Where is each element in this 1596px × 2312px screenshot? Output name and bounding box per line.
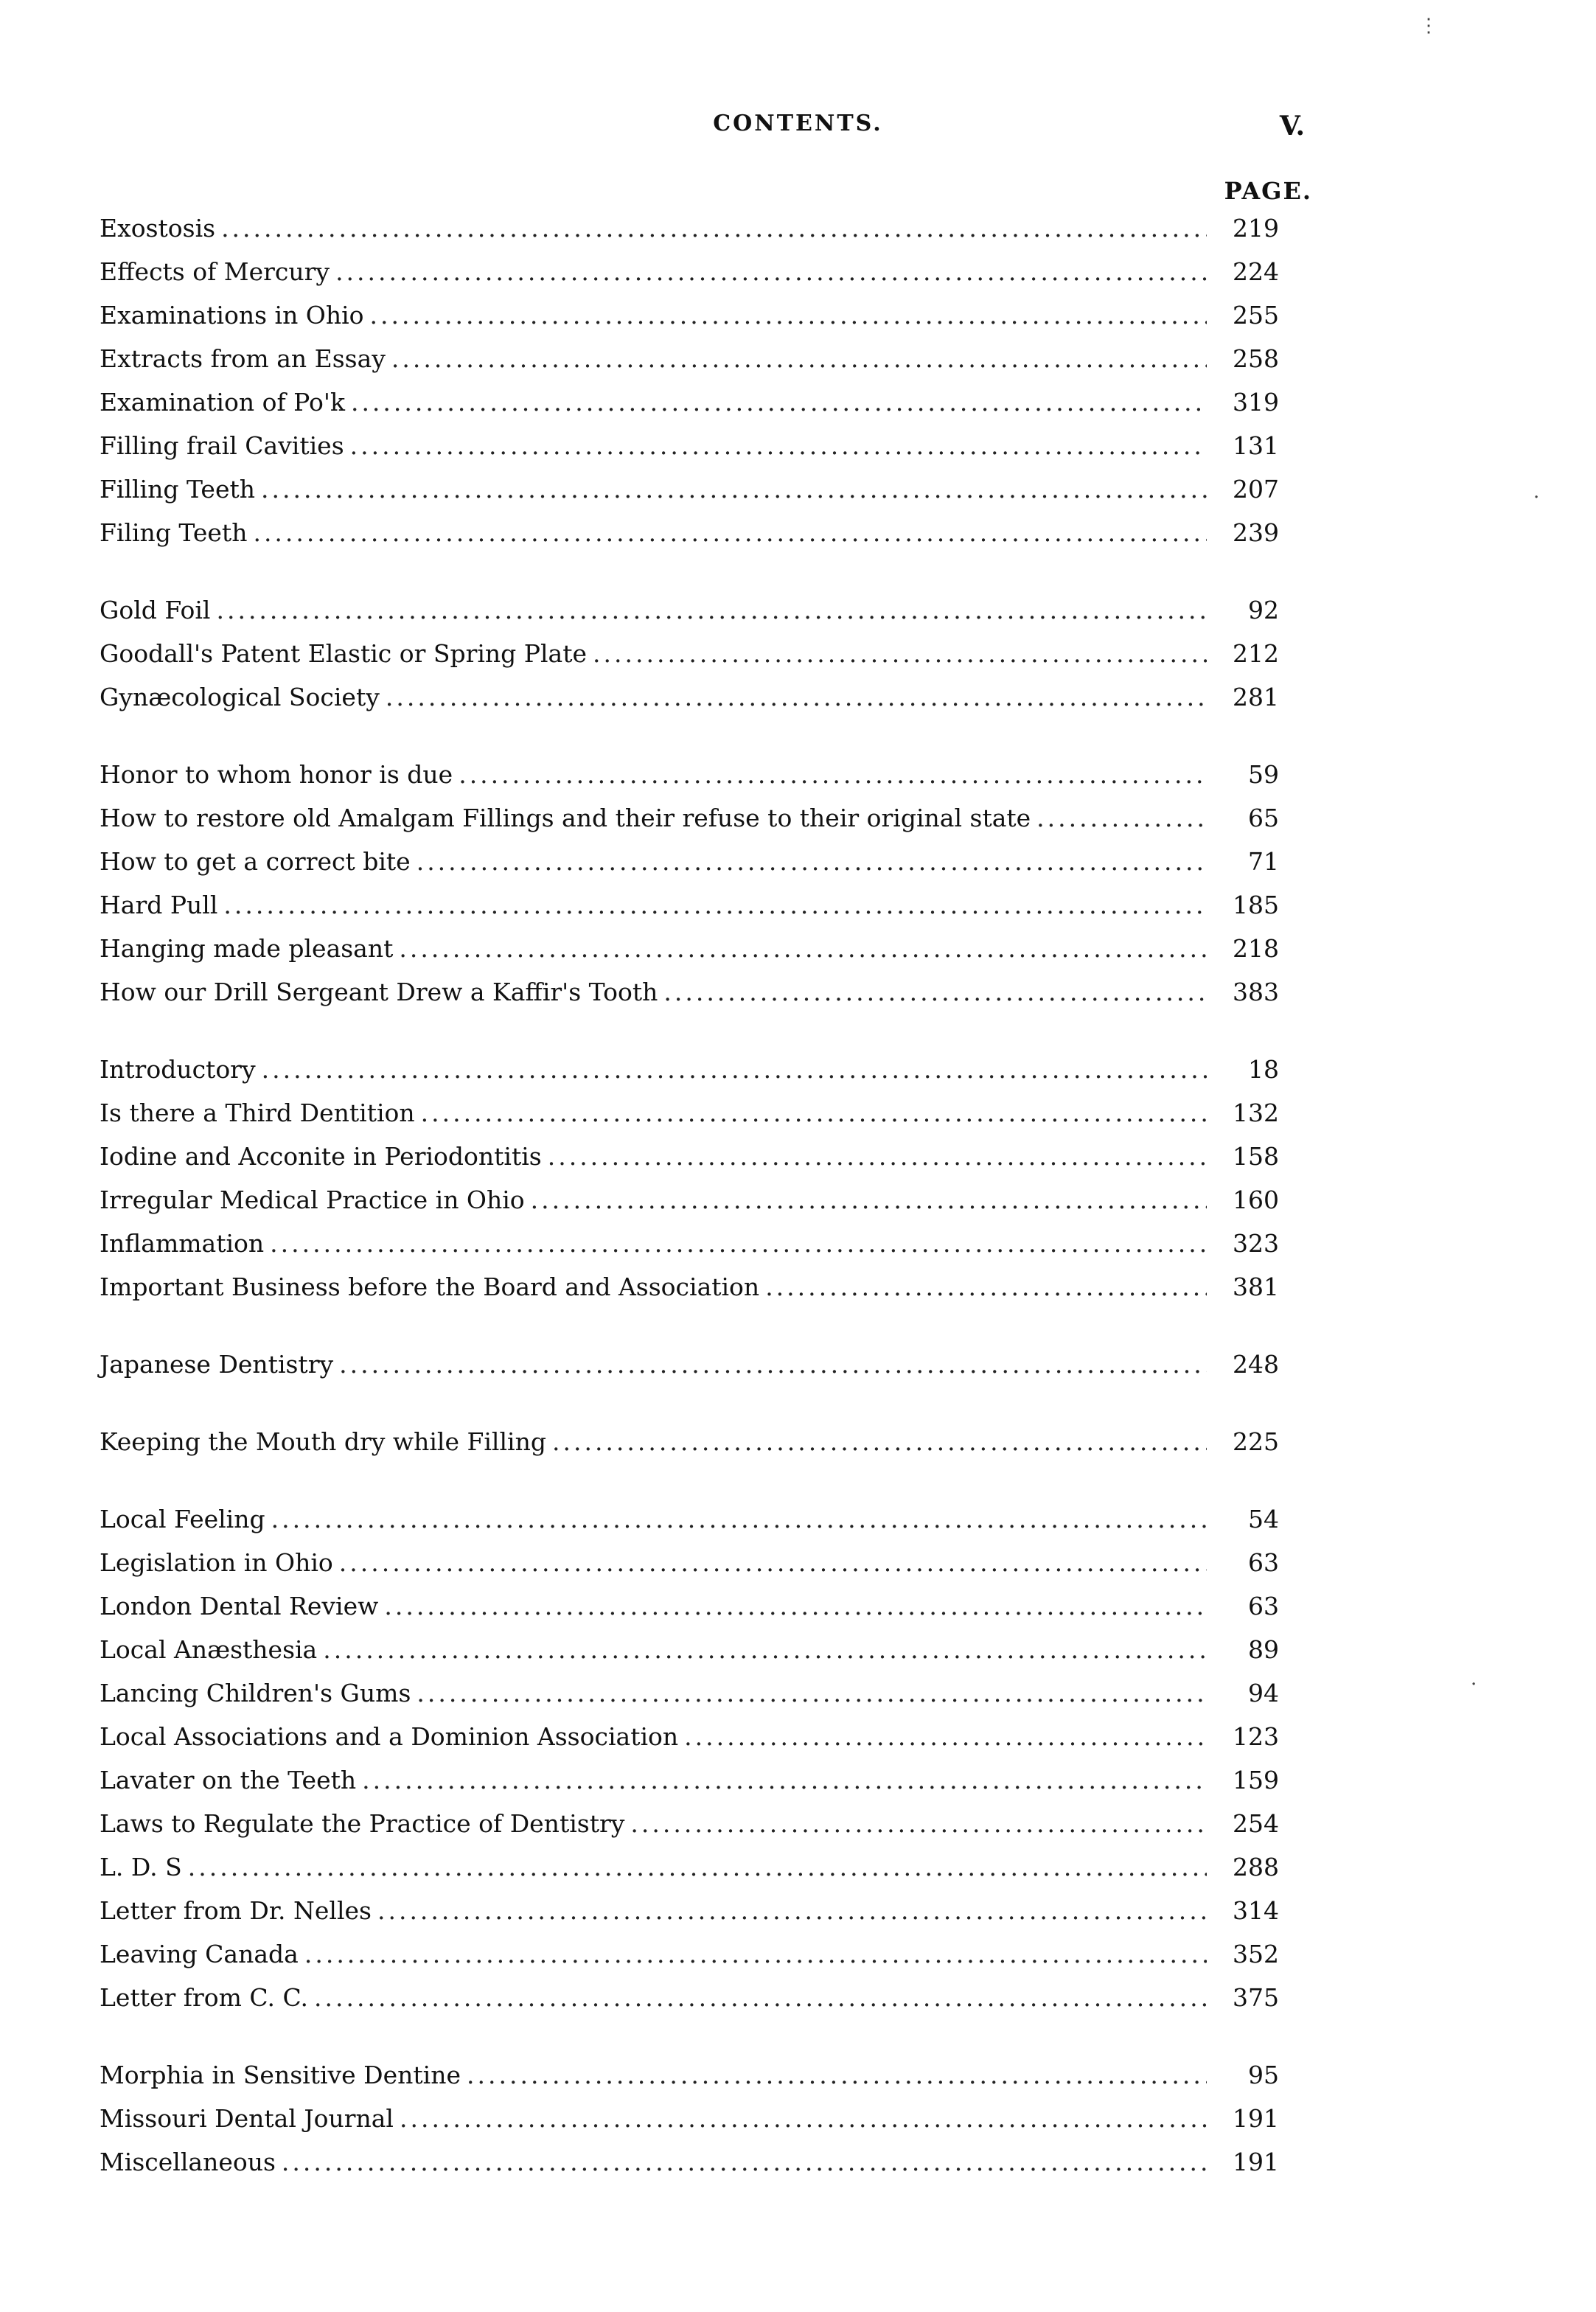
entry-page-number: 71 <box>1248 847 1279 876</box>
entry-page-number: 319 <box>1233 388 1279 417</box>
dot-leader <box>417 1679 1207 1707</box>
group-separator <box>100 726 1279 760</box>
toc-entry <box>100 518 1279 562</box>
entry-title: Filing Teeth <box>100 518 248 547</box>
page-column-heading: PAGE. <box>1224 177 1312 205</box>
entry-page-number: 225 <box>1233 1427 1279 1456</box>
entry-page-number: 191 <box>1233 2104 1279 2133</box>
dot-leader <box>467 2061 1207 2089</box>
entry-page-number: 219 <box>1233 214 1279 243</box>
toc-entry <box>100 1635 1279 1679</box>
entry-title: Important Business before the Board and Association <box>100 1272 760 1301</box>
entry-title: Gynæcological Society <box>100 683 380 711</box>
toc-entry <box>100 891 1279 934</box>
dot-leader <box>335 257 1207 286</box>
entry-title: Iodine and Acconite in Periodontitis <box>100 1142 542 1171</box>
page-number: V. <box>1279 111 1305 142</box>
toc-entry <box>100 1679 1279 1722</box>
entry-title: Keeping the Mouth dry while Filling <box>100 1427 546 1456</box>
group-separator <box>100 2027 1279 2061</box>
entry-page-number: 95 <box>1248 2061 1279 2089</box>
dot-leader <box>548 1142 1207 1171</box>
toc-entry <box>100 1896 1279 1940</box>
group-separator <box>100 1471 1279 1505</box>
dot-leader <box>663 978 1207 1006</box>
dot-leader <box>339 1548 1207 1577</box>
margin-mark: · <box>1471 1674 1477 1696</box>
dot-leader <box>421 1098 1207 1127</box>
dot-leader <box>362 1766 1207 1794</box>
dot-leader <box>323 1635 1207 1664</box>
toc-entry <box>100 1055 1279 1098</box>
dot-leader <box>459 760 1207 789</box>
entry-page-number: 185 <box>1233 891 1279 919</box>
entry-page-number: 160 <box>1233 1185 1279 1214</box>
entry-title: Legislation in Ohio <box>100 1548 333 1577</box>
dot-leader <box>400 2104 1207 2133</box>
toc-entry <box>100 431 1279 475</box>
entry-page-number: 375 <box>1233 1983 1279 2012</box>
dot-leader <box>188 1853 1207 1881</box>
entry-page-number: 281 <box>1233 683 1279 711</box>
toc-entry <box>100 2061 1279 2104</box>
entry-title: Missouri Dental Journal <box>100 2104 394 2133</box>
dot-leader <box>221 214 1207 243</box>
entry-page-number: 352 <box>1233 1940 1279 1968</box>
entry-title: Examination of Po'k <box>100 388 345 417</box>
entry-page-number: 207 <box>1233 475 1279 504</box>
entry-title: Morphia in Sensitive Dentine <box>100 2061 461 2089</box>
entry-page-number: 288 <box>1233 1853 1279 1881</box>
toc-entry <box>100 934 1279 978</box>
entry-title: Lancing Children's Gums <box>100 1679 411 1707</box>
entry-title: Goodall's Patent Elastic or Spring Plate <box>100 639 588 668</box>
page-header <box>0 111 1596 155</box>
group-separator <box>100 562 1279 596</box>
dot-leader <box>262 1055 1207 1084</box>
dot-leader <box>261 475 1207 504</box>
toc-entry <box>100 1548 1279 1592</box>
entry-page-number: 123 <box>1233 1722 1279 1751</box>
dot-leader <box>593 639 1207 668</box>
toc-entry <box>100 760 1279 804</box>
toc-entry <box>100 1505 1279 1548</box>
toc-entry <box>100 214 1279 257</box>
entry-title: L. D. S <box>100 1853 182 1881</box>
entry-title: Local Anæsthesia <box>100 1635 318 1664</box>
toc-entry <box>100 596 1279 639</box>
dot-leader <box>684 1722 1207 1751</box>
toc-entry <box>100 2148 1279 2191</box>
entry-title: How to restore old Amalgam Fillings and their refuse to their original state <box>100 804 1031 832</box>
entry-page-number: 63 <box>1248 1592 1279 1620</box>
group-separator <box>100 1316 1279 1350</box>
entry-page-number: 314 <box>1233 1896 1279 1925</box>
dot-leader <box>282 2148 1207 2176</box>
entry-title: Miscellaneous <box>100 2148 276 2176</box>
entry-title: How our Drill Sergeant Drew a Kaffir's Tooth <box>100 978 658 1006</box>
toc-entry <box>100 1098 1279 1142</box>
dot-leader <box>253 518 1207 547</box>
entry-page-number: 59 <box>1248 760 1279 789</box>
contents-list <box>100 214 1279 2191</box>
entry-page-number: 18 <box>1248 1055 1279 1084</box>
entry-page-number: 89 <box>1248 1635 1279 1664</box>
toc-entry <box>100 475 1279 518</box>
entry-page-number: 323 <box>1233 1229 1279 1258</box>
entry-title: Inflammation <box>100 1229 265 1258</box>
toc-entry <box>100 1229 1279 1272</box>
dot-leader <box>377 1896 1207 1925</box>
dot-leader <box>304 1940 1207 1968</box>
dot-leader <box>370 301 1207 330</box>
running-title: CONTENTS. <box>713 111 883 136</box>
entry-title: Filling frail Cavities <box>100 431 344 460</box>
toc-entry <box>100 1142 1279 1185</box>
toc-entry <box>100 388 1279 431</box>
entry-title: Letter from C. C. <box>100 1983 309 2012</box>
entry-page-number: 383 <box>1233 978 1279 1006</box>
toc-entry <box>100 1809 1279 1853</box>
toc-entry <box>100 1272 1279 1316</box>
entry-page-number: 254 <box>1233 1809 1279 1838</box>
entry-page-number: 131 <box>1233 431 1279 460</box>
toc-entry <box>100 1983 1279 2027</box>
entry-title: Extracts from an Essay <box>100 344 386 373</box>
dot-leader <box>271 1505 1207 1533</box>
entry-title: Filling Teeth <box>100 475 256 504</box>
entry-page-number: 63 <box>1248 1548 1279 1577</box>
entry-title: London Dental Review <box>100 1592 379 1620</box>
entry-page-number: 158 <box>1233 1142 1279 1171</box>
entry-title: Laws to Regulate the Practice of Dentistry <box>100 1809 625 1838</box>
dot-leader <box>384 1592 1207 1620</box>
entry-title: Local Associations and a Dominion Association <box>100 1722 679 1751</box>
toc-entry <box>100 344 1279 388</box>
dot-leader <box>270 1229 1207 1258</box>
dot-leader <box>314 1983 1207 2012</box>
dot-leader <box>399 934 1207 963</box>
entry-title: Is there a Third Dentition <box>100 1098 415 1127</box>
group-separator <box>100 1021 1279 1055</box>
entry-page-number: 92 <box>1248 596 1279 624</box>
toc-entry <box>100 1940 1279 1983</box>
toc-entry <box>100 978 1279 1021</box>
dot-leader <box>351 388 1207 417</box>
entry-page-number: 239 <box>1233 518 1279 547</box>
toc-entry <box>100 804 1279 847</box>
dot-leader <box>1036 804 1207 832</box>
entry-title: Examinations in Ohio <box>100 301 364 330</box>
entry-title: Honor to whom honor is due <box>100 760 453 789</box>
entry-title: Local Feeling <box>100 1505 265 1533</box>
toc-entry <box>100 1350 1279 1393</box>
dot-leader <box>531 1185 1207 1214</box>
toc-entry <box>100 2104 1279 2148</box>
entry-page-number: 94 <box>1248 1679 1279 1707</box>
toc-entry <box>100 639 1279 683</box>
entry-page-number: 132 <box>1233 1098 1279 1127</box>
toc-entry <box>100 1427 1279 1471</box>
entry-page-number: 218 <box>1233 934 1279 963</box>
entry-page-number: 191 <box>1233 2148 1279 2176</box>
entry-page-number: 248 <box>1233 1350 1279 1379</box>
dot-leader <box>765 1272 1207 1301</box>
dot-leader <box>391 344 1207 373</box>
entry-title: Effects of Mercury <box>100 257 330 286</box>
margin-mark: · <box>1533 487 1540 509</box>
toc-entry <box>100 847 1279 891</box>
entry-page-number: 54 <box>1248 1505 1279 1533</box>
entry-title: Introductory <box>100 1055 256 1084</box>
entry-page-number: 381 <box>1233 1272 1279 1301</box>
toc-entry <box>100 683 1279 726</box>
dot-leader <box>339 1350 1207 1379</box>
entry-page-number: 258 <box>1233 344 1279 373</box>
toc-entry <box>100 1766 1279 1809</box>
dot-leader <box>350 431 1207 460</box>
entry-page-number: 65 <box>1248 804 1279 832</box>
entry-page-number: 159 <box>1233 1766 1279 1794</box>
entry-title: Letter from Dr. Nelles <box>100 1896 372 1925</box>
entry-title: Irregular Medical Practice in Ohio <box>100 1185 525 1214</box>
entry-page-number: 255 <box>1233 301 1279 330</box>
dot-leader <box>630 1809 1207 1838</box>
entry-title: Lavater on the Teeth <box>100 1766 357 1794</box>
entry-title: Gold Foil <box>100 596 211 624</box>
toc-entry <box>100 1853 1279 1896</box>
group-separator <box>100 1393 1279 1427</box>
entry-title: Japanese Dentistry <box>100 1350 334 1379</box>
dot-leader <box>417 847 1207 876</box>
toc-entry <box>100 1185 1279 1229</box>
entry-title: How to get a correct bite <box>100 847 411 876</box>
dot-leader <box>386 683 1207 711</box>
toc-entry <box>100 257 1279 301</box>
toc-entry <box>100 1722 1279 1766</box>
entry-page-number: 224 <box>1233 257 1279 286</box>
entry-title: Hanging made pleasant <box>100 934 394 963</box>
dot-leader <box>216 596 1207 624</box>
entry-page-number: 212 <box>1233 639 1279 668</box>
dot-leader <box>552 1427 1207 1456</box>
toc-entry <box>100 301 1279 344</box>
dot-leader <box>223 891 1207 919</box>
entry-title: Hard Pull <box>100 891 218 919</box>
margin-mark: ⋮ <box>1419 15 1438 37</box>
entry-title: Leaving Canada <box>100 1940 299 1968</box>
entry-title: Exostosis <box>100 214 216 243</box>
toc-entry <box>100 1592 1279 1635</box>
